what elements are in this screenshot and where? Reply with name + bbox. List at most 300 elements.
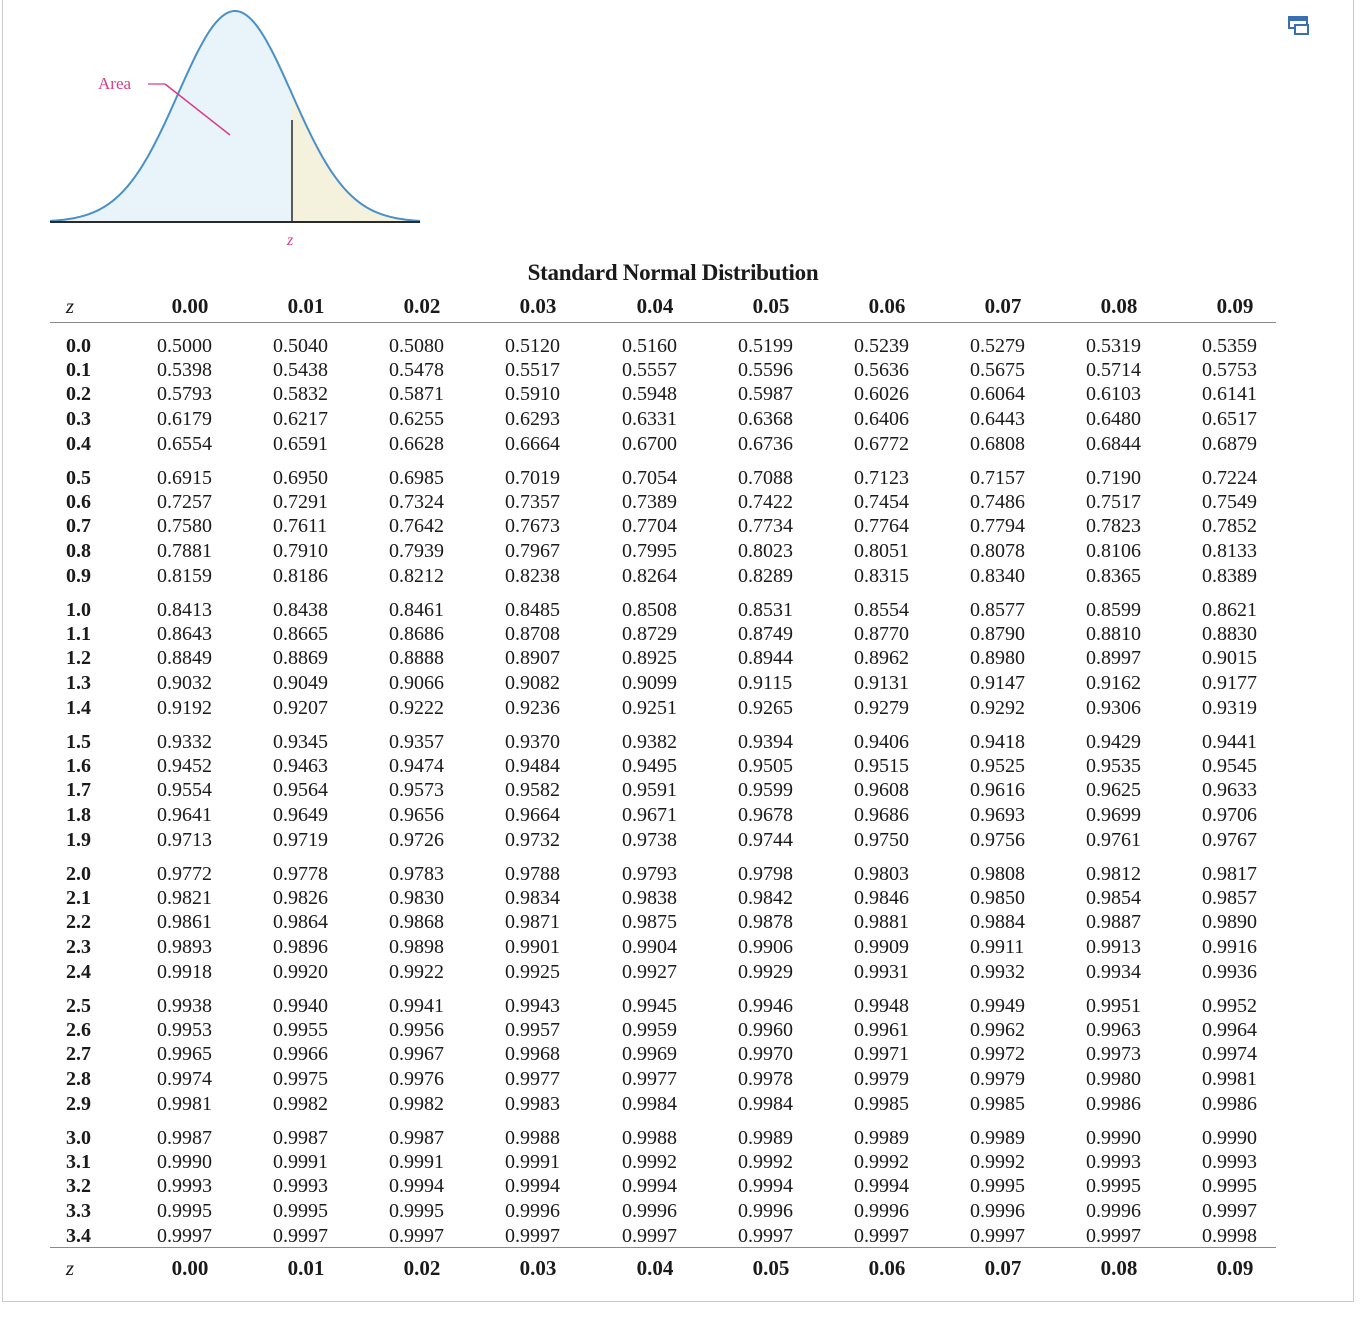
probability-cell: 0.9783	[389, 863, 444, 885]
probability-cell: 0.9938	[157, 995, 212, 1017]
probability-cell: 0.9983	[505, 1093, 560, 1115]
probability-cell: 0.6368	[738, 408, 793, 430]
probability-cell: 0.9989	[738, 1127, 793, 1149]
probability-cell: 0.7123	[854, 467, 909, 489]
probability-cell: 0.9875	[622, 911, 677, 933]
expand-icon[interactable]	[1286, 12, 1312, 38]
probability-cell: 0.9861	[157, 911, 212, 933]
probability-cell: 0.9582	[505, 779, 560, 801]
probability-cell: 0.9996	[1086, 1200, 1141, 1222]
probability-cell: 0.5987	[738, 383, 793, 405]
probability-cell: 0.9887	[1086, 911, 1141, 933]
column-header: 0.05	[752, 1256, 790, 1280]
z-value-cell: 2.6	[66, 1019, 91, 1041]
probability-cell: 0.8830	[1202, 623, 1257, 645]
probability-cell: 0.9986	[1086, 1093, 1141, 1115]
z-value-cell: 0.1	[66, 359, 91, 381]
probability-cell: 0.8997	[1086, 647, 1141, 669]
probability-cell: 0.9878	[738, 911, 793, 933]
probability-cell: 0.9995	[1202, 1175, 1257, 1197]
table-row	[50, 335, 1276, 359]
probability-cell: 0.9973	[1086, 1043, 1141, 1065]
probability-cell: 0.8078	[970, 540, 1025, 562]
probability-cell: 0.9222	[389, 697, 444, 719]
probability-cell: 0.9515	[854, 755, 909, 777]
column-header: 0.03	[519, 1256, 557, 1280]
probability-cell: 0.5832	[273, 383, 328, 405]
probability-cell: 0.9834	[505, 887, 560, 909]
row-block	[50, 455, 1276, 587]
probability-cell: 0.5080	[389, 335, 444, 357]
z-value-cell: 0.0	[66, 335, 91, 357]
probability-cell: 0.9525	[970, 755, 1025, 777]
probability-cell: 0.9997	[273, 1225, 328, 1247]
table-row	[50, 540, 1276, 565]
probability-cell: 0.5120	[505, 335, 560, 357]
column-header: 0.07	[984, 294, 1022, 318]
probability-cell: 0.8365	[1086, 565, 1141, 587]
probability-cell: 0.7794	[970, 515, 1025, 537]
probability-cell: 0.6664	[505, 433, 560, 455]
probability-cell: 0.9656	[389, 804, 444, 826]
probability-cell: 0.9991	[273, 1151, 328, 1173]
probability-cell: 0.9997	[622, 1225, 677, 1247]
table-row	[50, 599, 1276, 623]
probability-cell: 0.9706	[1202, 804, 1257, 826]
z-value-cell: 3.0	[66, 1127, 91, 1149]
probability-cell: 0.9997	[738, 1225, 793, 1247]
probability-cell: 0.9992	[622, 1151, 677, 1173]
probability-cell: 0.6480	[1086, 408, 1141, 430]
probability-cell: 0.8907	[505, 647, 560, 669]
probability-cell: 0.8869	[273, 647, 328, 669]
probability-cell: 0.9564	[273, 779, 328, 801]
column-header: 0.05	[752, 294, 790, 318]
probability-cell: 0.9830	[389, 887, 444, 909]
z-value-cell: 1.8	[66, 804, 91, 826]
column-header: 0.06	[868, 1256, 906, 1280]
probability-cell: 0.5319	[1086, 335, 1141, 357]
probability-cell: 0.9671	[622, 804, 677, 826]
probability-cell: 0.9965	[157, 1043, 212, 1065]
probability-cell: 0.9778	[273, 863, 328, 885]
probability-cell: 0.9975	[273, 1068, 328, 1090]
probability-cell: 0.7910	[273, 540, 328, 562]
probability-cell: 0.9505	[738, 755, 793, 777]
probability-cell: 0.7642	[389, 515, 444, 537]
table-row	[50, 408, 1276, 433]
probability-cell: 0.9960	[738, 1019, 793, 1041]
probability-cell: 0.8133	[1202, 540, 1257, 562]
right-tail-fill	[292, 94, 420, 222]
probability-cell: 0.7422	[738, 491, 793, 513]
probability-cell: 0.5438	[273, 359, 328, 381]
probability-cell: 0.9990	[157, 1151, 212, 1173]
table-row	[50, 887, 1276, 911]
probability-cell: 0.7939	[389, 540, 444, 562]
probability-cell: 0.9868	[389, 911, 444, 933]
probability-cell: 0.5040	[273, 335, 328, 357]
z-value-cell: 2.7	[66, 1043, 91, 1065]
probability-cell: 0.8485	[505, 599, 560, 621]
probability-cell: 0.6406	[854, 408, 909, 430]
table-row	[50, 565, 1276, 589]
probability-cell: 0.7823	[1086, 515, 1141, 537]
table-body	[50, 323, 1276, 1247]
z-value-cell: 1.9	[66, 829, 91, 851]
probability-cell: 0.7019	[505, 467, 560, 489]
probability-cell: 0.8340	[970, 565, 1025, 587]
probability-cell: 0.9474	[389, 755, 444, 777]
probability-cell: 0.7881	[157, 540, 212, 562]
column-header: 0.02	[403, 294, 441, 318]
header-row	[50, 290, 1276, 323]
probability-cell: 0.9147	[970, 672, 1025, 694]
probability-cell: 0.5675	[970, 359, 1025, 381]
probability-cell: 0.9974	[1202, 1043, 1257, 1065]
probability-cell: 0.9925	[505, 961, 560, 983]
probability-cell: 0.6628	[389, 433, 444, 455]
probability-cell: 0.9981	[157, 1093, 212, 1115]
probability-cell: 0.8643	[157, 623, 212, 645]
probability-cell: 0.9608	[854, 779, 909, 801]
probability-cell: 0.7324	[389, 491, 444, 513]
probability-cell: 0.7734	[738, 515, 793, 537]
probability-cell: 0.9927	[622, 961, 677, 983]
normal-curve-figure	[40, 5, 440, 255]
table-row	[50, 911, 1276, 935]
probability-cell: 0.7088	[738, 467, 793, 489]
probability-cell: 0.9980	[1086, 1068, 1141, 1090]
probability-cell: 0.5000	[157, 335, 212, 357]
z-value-cell: 0.5	[66, 467, 91, 489]
probability-cell: 0.9987	[273, 1127, 328, 1149]
row-block	[50, 719, 1276, 851]
z-value-cell: 3.4	[66, 1225, 91, 1247]
probability-cell: 0.9989	[970, 1127, 1025, 1149]
probability-cell: 0.9131	[854, 672, 909, 694]
z-value-cell: 1.0	[66, 599, 91, 621]
probability-cell: 0.6217	[273, 408, 328, 430]
probability-cell: 0.9945	[622, 995, 677, 1017]
probability-cell: 0.9974	[157, 1068, 212, 1090]
probability-cell: 0.8315	[854, 565, 909, 587]
probability-cell: 0.5478	[389, 359, 444, 381]
probability-cell: 0.7673	[505, 515, 560, 537]
probability-cell: 0.7190	[1086, 467, 1141, 489]
probability-cell: 0.9738	[622, 829, 677, 851]
table-title: Standard Normal Distribution	[527, 260, 819, 285]
probability-cell: 0.9066	[389, 672, 444, 694]
probability-cell: 0.9916	[1202, 936, 1257, 958]
probability-cell: 0.9988	[622, 1127, 677, 1149]
probability-cell: 0.9808	[970, 863, 1025, 885]
probability-cell: 0.9971	[854, 1043, 909, 1065]
probability-cell: 0.6985	[389, 467, 444, 489]
probability-cell: 0.9968	[505, 1043, 560, 1065]
probability-cell: 0.5636	[854, 359, 909, 381]
probability-cell: 0.9452	[157, 755, 212, 777]
probability-cell: 0.9997	[505, 1225, 560, 1247]
probability-cell: 0.6293	[505, 408, 560, 430]
probability-cell: 0.9756	[970, 829, 1025, 851]
table-row	[50, 731, 1276, 755]
probability-cell: 0.9990	[1086, 1127, 1141, 1149]
z-value-cell: 1.3	[66, 672, 91, 694]
probability-cell: 0.8461	[389, 599, 444, 621]
z-value-cell: 1.5	[66, 731, 91, 753]
z-value-cell: 2.1	[66, 887, 91, 909]
probability-cell: 0.6141	[1202, 383, 1257, 405]
probability-cell: 0.8849	[157, 647, 212, 669]
probability-cell: 0.8023	[738, 540, 793, 562]
z-value-cell: 3.2	[66, 1175, 91, 1197]
probability-cell: 0.9988	[505, 1127, 560, 1149]
probability-cell: 0.9099	[622, 672, 677, 694]
probability-cell: 0.9884	[970, 911, 1025, 933]
probability-cell: 0.5517	[505, 359, 560, 381]
table-row	[50, 383, 1276, 407]
probability-cell: 0.5359	[1202, 335, 1257, 357]
probability-cell: 0.9857	[1202, 887, 1257, 909]
probability-cell: 0.7967	[505, 540, 560, 562]
probability-cell: 0.9484	[505, 755, 560, 777]
probability-cell: 0.5753	[1202, 359, 1257, 381]
table-row	[50, 936, 1276, 961]
column-header: 0.03	[519, 294, 557, 318]
probability-cell: 0.9803	[854, 863, 909, 885]
probability-cell: 0.9941	[389, 995, 444, 1017]
table-row	[50, 804, 1276, 829]
probability-cell: 0.9292	[970, 697, 1025, 719]
probability-cell: 0.9996	[505, 1200, 560, 1222]
column-header: 0.00	[171, 294, 209, 318]
probability-cell: 0.9251	[622, 697, 677, 719]
probability-cell: 0.6915	[157, 467, 212, 489]
probability-cell: 0.6026	[854, 383, 909, 405]
probability-cell: 0.6554	[157, 433, 212, 455]
probability-cell: 0.9898	[389, 936, 444, 958]
z-axis-label: z	[287, 232, 294, 249]
probability-cell: 0.8686	[389, 623, 444, 645]
probability-cell: 0.9382	[622, 731, 677, 753]
probability-cell: 0.7486	[970, 491, 1025, 513]
footer-row	[50, 1247, 1276, 1286]
table-row	[50, 1127, 1276, 1151]
probability-cell: 0.9693	[970, 804, 1025, 826]
probability-cell: 0.6331	[622, 408, 677, 430]
probability-cell: 0.6443	[970, 408, 1025, 430]
probability-cell: 0.9993	[157, 1175, 212, 1197]
z-value-cell: 0.7	[66, 515, 91, 537]
probability-cell: 0.8051	[854, 540, 909, 562]
probability-cell: 0.9997	[389, 1225, 444, 1247]
probability-cell: 0.7852	[1202, 515, 1257, 537]
probability-cell: 0.7291	[273, 491, 328, 513]
probability-cell: 0.9798	[738, 863, 793, 885]
probability-cell: 0.8980	[970, 647, 1025, 669]
probability-cell: 0.9948	[854, 995, 909, 1017]
probability-cell: 0.9441	[1202, 731, 1257, 753]
probability-cell: 0.9990	[1202, 1127, 1257, 1149]
table-row	[50, 1093, 1276, 1117]
probability-cell: 0.7580	[157, 515, 212, 537]
probability-cell: 0.9495	[622, 755, 677, 777]
probability-cell: 0.9929	[738, 961, 793, 983]
probability-cell: 0.9949	[970, 995, 1025, 1017]
probability-cell: 0.9788	[505, 863, 560, 885]
probability-cell: 0.9332	[157, 731, 212, 753]
probability-cell: 0.9996	[738, 1200, 793, 1222]
probability-cell: 0.9963	[1086, 1019, 1141, 1041]
probability-cell: 0.9994	[622, 1175, 677, 1197]
probability-cell: 0.8962	[854, 647, 909, 669]
probability-cell: 0.9032	[157, 672, 212, 694]
probability-cell: 0.9890	[1202, 911, 1257, 933]
probability-cell: 0.5714	[1086, 359, 1141, 381]
probability-cell: 0.9345	[273, 731, 328, 753]
probability-cell: 0.9545	[1202, 755, 1257, 777]
probability-cell: 0.9995	[389, 1200, 444, 1222]
table-row	[50, 623, 1276, 647]
table-row	[50, 779, 1276, 803]
probability-cell: 0.9994	[505, 1175, 560, 1197]
probability-cell: 0.9977	[622, 1068, 677, 1090]
probability-cell: 0.9535	[1086, 755, 1141, 777]
probability-cell: 0.5793	[157, 383, 212, 405]
probability-cell: 0.9961	[854, 1019, 909, 1041]
probability-cell: 0.8925	[622, 647, 677, 669]
probability-cell: 0.5871	[389, 383, 444, 405]
probability-cell: 0.6844	[1086, 433, 1141, 455]
probability-cell: 0.9993	[1202, 1151, 1257, 1173]
probability-cell: 0.9115	[738, 672, 793, 694]
probability-cell: 0.7517	[1086, 491, 1141, 513]
probability-cell: 0.9978	[738, 1068, 793, 1090]
probability-cell: 0.8554	[854, 599, 909, 621]
probability-cell: 0.9987	[389, 1127, 444, 1149]
probability-cell: 0.6064	[970, 383, 1025, 405]
z-value-cell: 0.2	[66, 383, 91, 405]
probability-cell: 0.9989	[854, 1127, 909, 1149]
probability-cell: 0.9943	[505, 995, 560, 1017]
probability-cell: 0.9992	[854, 1151, 909, 1173]
probability-cell: 0.9911	[970, 936, 1025, 958]
probability-cell: 0.9893	[157, 936, 212, 958]
probability-cell: 0.9429	[1086, 731, 1141, 753]
z-value-cell: 0.8	[66, 540, 91, 562]
table-row	[50, 433, 1276, 457]
probability-cell: 0.9850	[970, 887, 1025, 909]
probability-cell: 0.9082	[505, 672, 560, 694]
probability-cell: 0.9599	[738, 779, 793, 801]
probability-cell: 0.9985	[854, 1093, 909, 1115]
probability-cell: 0.9744	[738, 829, 793, 851]
probability-cell: 0.9812	[1086, 863, 1141, 885]
probability-cell: 0.9719	[273, 829, 328, 851]
probability-cell: 0.9049	[273, 672, 328, 694]
probability-cell: 0.9997	[970, 1225, 1025, 1247]
probability-cell: 0.6517	[1202, 408, 1257, 430]
probability-cell: 0.8106	[1086, 540, 1141, 562]
z-value-cell: 0.4	[66, 433, 91, 455]
probability-cell: 0.6736	[738, 433, 793, 455]
probability-cell: 0.9633	[1202, 779, 1257, 801]
probability-cell: 0.9977	[505, 1068, 560, 1090]
z-value-cell: 3.1	[66, 1151, 91, 1173]
probability-cell: 0.9982	[273, 1093, 328, 1115]
area-label: Area	[98, 74, 132, 93]
probability-cell: 0.5398	[157, 359, 212, 381]
probability-cell: 0.9946	[738, 995, 793, 1017]
probability-cell: 0.8238	[505, 565, 560, 587]
table-row	[50, 515, 1276, 539]
table-row	[50, 491, 1276, 515]
z-column-label: z	[65, 1256, 75, 1280]
probability-cell: 0.9864	[273, 911, 328, 933]
table-row	[50, 1175, 1276, 1199]
table-row	[50, 1043, 1276, 1067]
probability-cell: 0.5199	[738, 335, 793, 357]
row-block	[50, 323, 1276, 455]
probability-cell: 0.9992	[738, 1151, 793, 1173]
probability-cell: 0.8413	[157, 599, 212, 621]
z-value-cell: 2.8	[66, 1068, 91, 1090]
probability-cell: 0.8888	[389, 647, 444, 669]
table-row	[50, 697, 1276, 721]
table-row	[50, 1225, 1276, 1249]
probability-cell: 0.9394	[738, 731, 793, 753]
row-block	[50, 983, 1276, 1115]
probability-cell: 0.9616	[970, 779, 1025, 801]
probability-cell: 0.9236	[505, 697, 560, 719]
z-value-cell: 2.3	[66, 936, 91, 958]
probability-cell: 0.9726	[389, 829, 444, 851]
probability-cell: 0.9952	[1202, 995, 1257, 1017]
z-value-cell: 2.0	[66, 863, 91, 885]
column-header: 0.09	[1216, 294, 1254, 318]
table-row	[50, 647, 1276, 671]
probability-cell: 0.6103	[1086, 383, 1141, 405]
probability-cell: 0.5948	[622, 383, 677, 405]
probability-cell: 0.9846	[854, 887, 909, 909]
probability-cell: 0.9463	[273, 755, 328, 777]
probability-cell: 0.9969	[622, 1043, 677, 1065]
probability-cell: 0.8599	[1086, 599, 1141, 621]
z-column-label: z	[65, 294, 75, 318]
probability-cell: 0.9962	[970, 1019, 1025, 1041]
probability-cell: 0.8621	[1202, 599, 1257, 621]
probability-cell: 0.9838	[622, 887, 677, 909]
probability-cell: 0.9970	[738, 1043, 793, 1065]
probability-cell: 0.9996	[622, 1200, 677, 1222]
probability-cell: 0.9992	[970, 1151, 1025, 1173]
probability-cell: 0.6879	[1202, 433, 1257, 455]
table-row	[50, 961, 1276, 985]
probability-cell: 0.9904	[622, 936, 677, 958]
probability-cell: 0.8749	[738, 623, 793, 645]
probability-cell: 0.9625	[1086, 779, 1141, 801]
probability-cell: 0.9750	[854, 829, 909, 851]
probability-cell: 0.9192	[157, 697, 212, 719]
probability-cell: 0.9906	[738, 936, 793, 958]
probability-cell: 0.9554	[157, 779, 212, 801]
probability-cell: 0.9207	[273, 697, 328, 719]
probability-cell: 0.8438	[273, 599, 328, 621]
probability-cell: 0.9793	[622, 863, 677, 885]
probability-cell: 0.9909	[854, 936, 909, 958]
probability-cell: 0.9997	[157, 1225, 212, 1247]
